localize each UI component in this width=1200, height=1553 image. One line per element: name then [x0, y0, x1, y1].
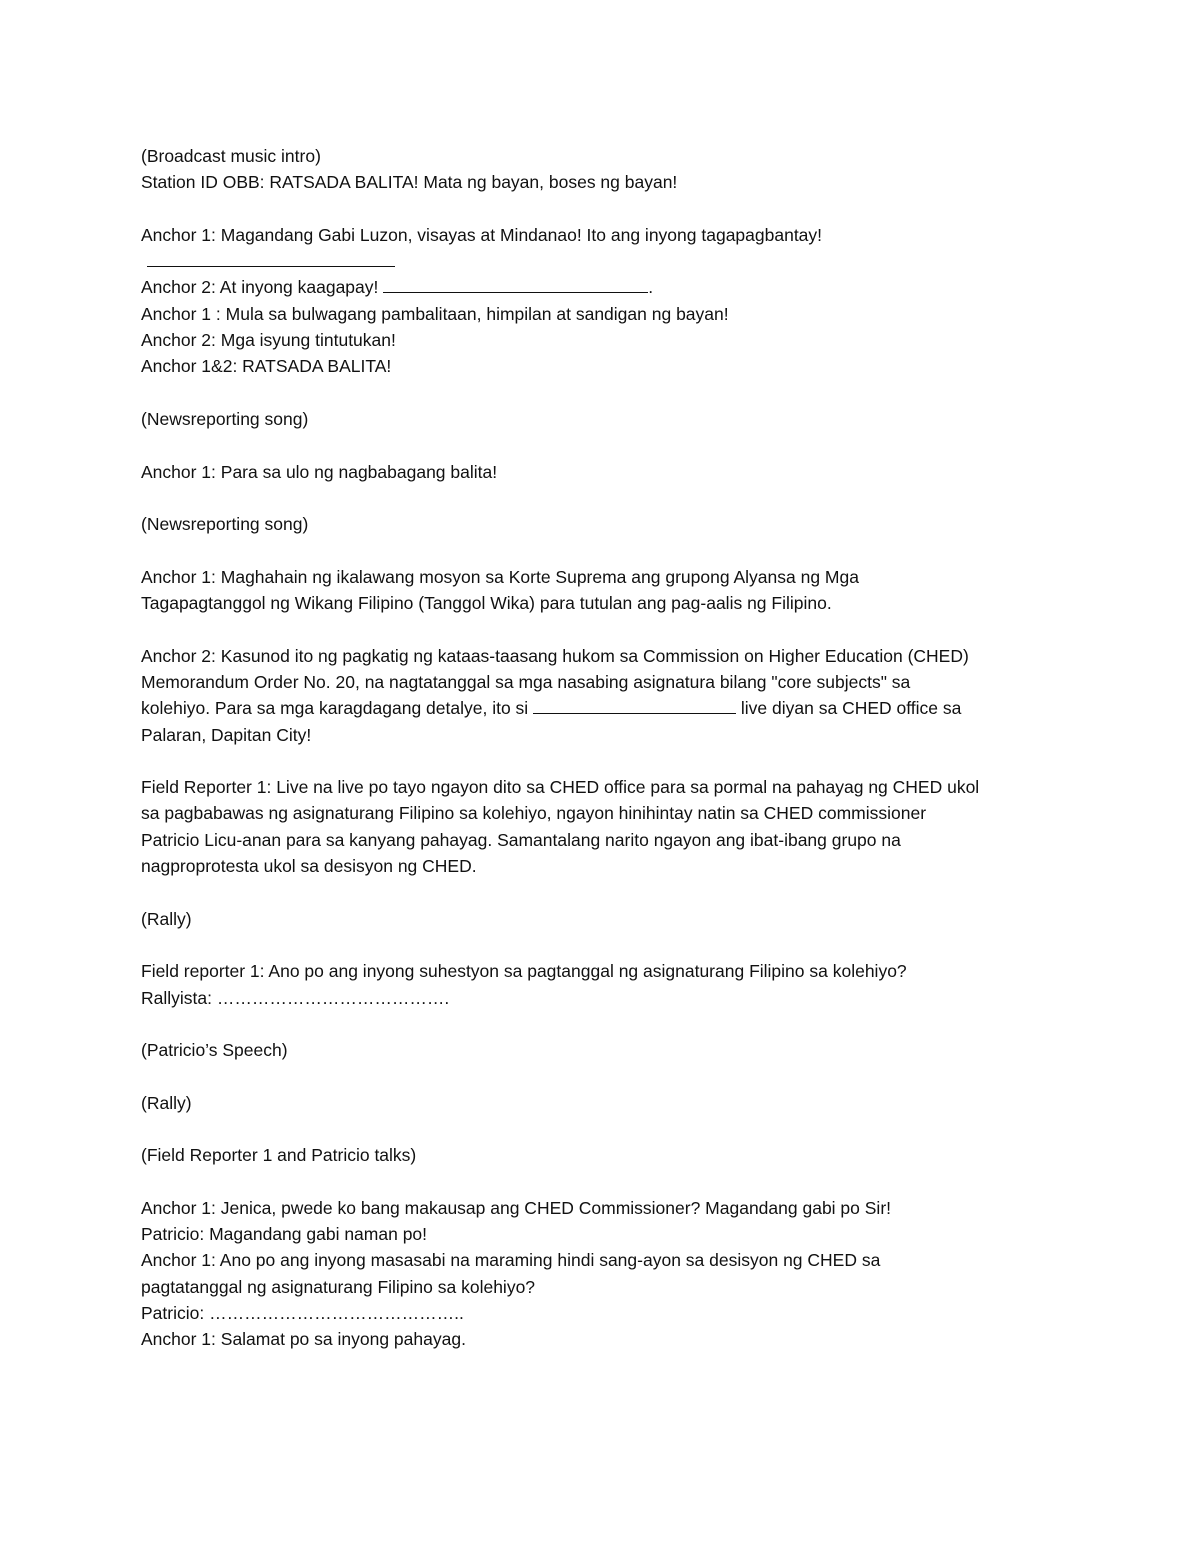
rallyista-line: Rallyista: ………………………………….: [141, 987, 450, 1008]
rally-cue-1: (Rally): [141, 908, 192, 929]
field1-line-1: Field Reporter 1: Live na live po tayo ngayon dito sa CHED office para sa pormal na pahayag ng CHED ukol: [141, 777, 980, 798]
patricio-answer-line: Patricio: ……………………………………..: [141, 1303, 464, 1324]
name-blank-1: [147, 248, 395, 267]
field1-line-3: Patricio Licu-anan para sa kanyang pahayag. Samantalang narito ngayon ang ibat-ibang grupo na: [141, 829, 901, 850]
song-cue-2: (Newsreporting song): [141, 514, 309, 535]
document-page: [141, 143, 1081, 1379]
rally-cue-2: (Rally): [141, 1092, 192, 1113]
talk-cue-block: [141, 1142, 1081, 1168]
anchor2-partner-text: Anchor 2: At inyong kaagapay!: [141, 277, 384, 298]
rally-cue-1-block: [141, 906, 1081, 932]
anchor1-name-blank-line: [141, 248, 1081, 274]
anchor2-kasunod-line-3: [141, 695, 1081, 721]
anchor1-mula-line: Anchor 1 : Mula sa bulwagang pambalitaan, himpilan at sandigan ng bayan!: [141, 303, 729, 324]
patricio-reply-line: Patricio: Magandang gabi naman po!: [141, 1224, 428, 1245]
song-cue-1-block: [141, 406, 1081, 432]
anchor12-line: Anchor 1&2: RATSADA BALITA!: [141, 356, 392, 377]
song-cue-2-block: [141, 511, 1081, 537]
anchor1-mosyon-line-2: Tagapagtanggol ng Wikang Filipino (Tanggol Wika) para tutulan ang pag-aalis ng Filipino.: [141, 593, 832, 614]
song-cue-1: (Newsreporting song): [141, 408, 309, 429]
anchor1-ano-line-2: pagtatanggal ng asignaturang Filipino sa kolehiyo?: [141, 1276, 536, 1297]
field1-line-4: nagproprotesta ukol sa desisyon ng CHED.: [141, 856, 477, 877]
field-question-block: [141, 958, 1081, 1011]
field1-line-2: sa pagbabawas ng asignaturang Filipino sa kolehiyo, ngayon hinihintay natin sa CHED commissioner: [141, 803, 927, 824]
anchor2-kasunod-line-4: Palaran, Dapitan City!: [141, 724, 312, 745]
anchor1-ulo-block: [141, 459, 1081, 485]
intro-cue: (Broadcast music intro): [141, 146, 321, 166]
anchor2-isyu-line: Anchor 2: Mga isyung tintutukan!: [141, 330, 396, 351]
name-blank-2: [383, 274, 648, 293]
anchor2-kasunod-line-2: Memorandum Order No. 20, na nagtatanggal sa mga nasabing asignatura bilang "core subjects" sa: [141, 671, 911, 692]
anchor1-greeting-line: Anchor 1: Magandang Gabi Luzon, visayas at Mindanao! Ito ang inyong tagapagbantay!: [141, 224, 823, 245]
interview-block: [141, 1195, 1081, 1353]
anchor2-kasunod-line-1: Anchor 2: Kasunod ito ng pagkatig ng kataas-taasang hukom sa Commission on Higher Education (CHED): [141, 645, 969, 666]
talk-cue: (Field Reporter 1 and Patricio talks): [141, 1145, 417, 1166]
field1-question-line: Field reporter 1: Ano po ang inyong suhestyon sa pagtanggal ng asignaturang Filipino sa kolehiyo?: [141, 961, 907, 982]
speech-cue-block: [141, 1037, 1081, 1063]
anchor2-partner-period: .: [648, 277, 654, 298]
anchor1-salamat-line: Anchor 1: Salamat po sa inyong pahayag.: [141, 1329, 466, 1350]
anchor-opening-block: [141, 222, 1081, 380]
station-id-line: Station ID OBB: RATSADA BALITA! Mata ng bayan, boses ng bayan!: [141, 172, 678, 193]
anchor2-partner-line: [141, 274, 1081, 300]
anchor1-mosyon-line-1: Anchor 1: Maghahain ng ikalawang mosyon sa Korte Suprema ang grupong Alyansa ng Mga: [141, 566, 859, 587]
anchor1-ulo-line: Anchor 1: Para sa ulo ng nagbabagang balita!: [141, 461, 498, 482]
opening-block: [141, 143, 1081, 196]
anchor1-mosyon-block: [141, 564, 1081, 617]
anchor1-jenica-line: Anchor 1: Jenica, pwede ko bang makausap ang CHED Commissioner? Magandang gabi po Sir!: [141, 1197, 892, 1218]
speech-cue: (Patricio’s Speech): [141, 1040, 288, 1061]
anchor1-ano-line-1: Anchor 1: Ano po ang inyong masasabi na maraming hindi sang-ayon sa desisyon ng CHED sa: [141, 1250, 881, 1271]
anchor2-kasunod-line-3-text: kolehiyo. Para sa mga karagdagang detalye, ito si: [141, 698, 534, 719]
reporter-name-blank: [533, 695, 736, 714]
anchor2-kasunod-line-3-tail: live diyan sa CHED office sa: [736, 698, 962, 719]
rally-cue-2-block: [141, 1090, 1081, 1116]
anchor2-kasunod-block: [141, 643, 1081, 748]
field-reporter-block: [141, 774, 1081, 879]
